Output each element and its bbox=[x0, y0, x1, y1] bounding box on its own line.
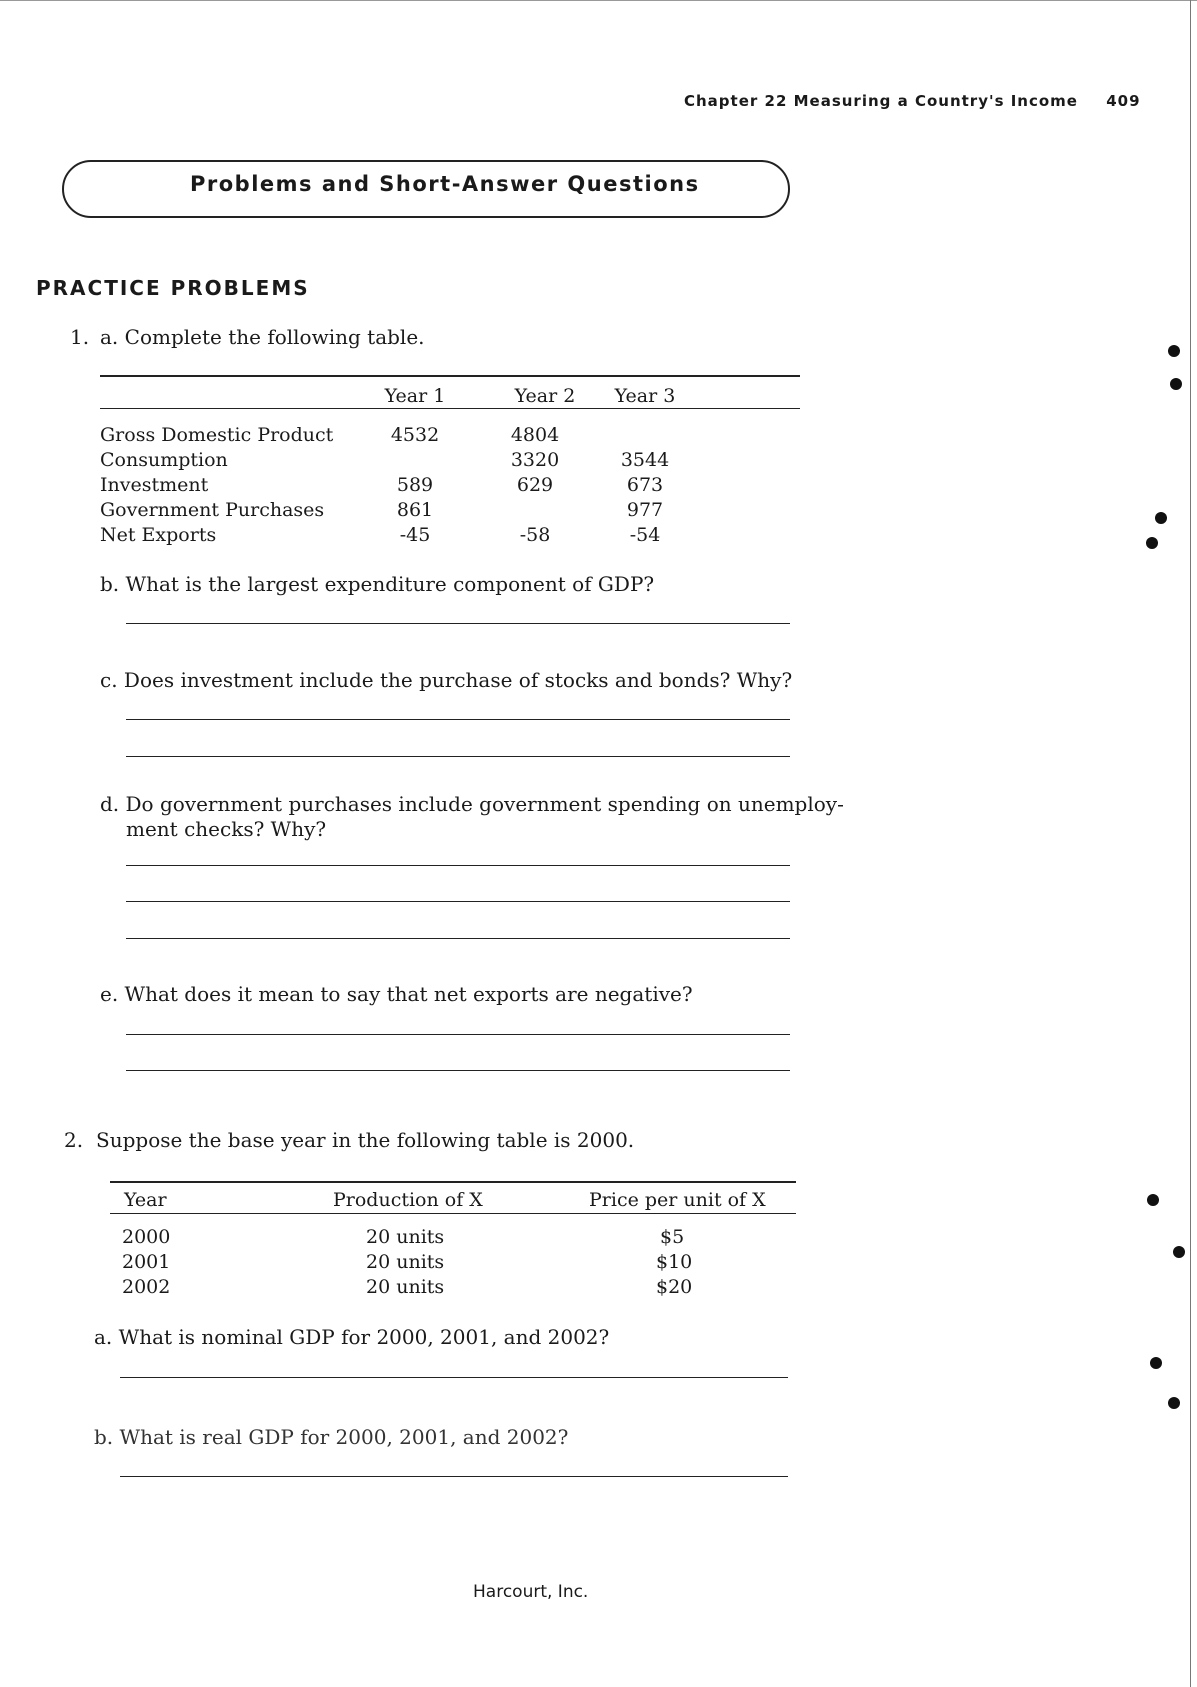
table2-price-cell: $20 bbox=[656, 1276, 693, 1298]
table2-header-price: Price per unit of X bbox=[589, 1189, 766, 1211]
table1-row-label: Consumption bbox=[100, 449, 228, 471]
answer-line[interactable] bbox=[126, 623, 790, 624]
answer-line[interactable] bbox=[126, 1034, 790, 1035]
problem-1e-text: e. What does it mean to say that net exports are negative? bbox=[100, 982, 693, 1006]
problem-1c-text: c. Does investment include the purchase of stocks and bonds? Why? bbox=[100, 668, 793, 692]
table2-header-year: Year bbox=[124, 1189, 167, 1211]
problem-1d-text-line1: d. Do government purchases include government spending on unemploy- bbox=[100, 792, 844, 816]
table2-top-rule bbox=[110, 1181, 796, 1183]
table1-cell: 861 bbox=[396, 499, 434, 521]
table1-row-label: Gross Domestic Product bbox=[100, 424, 334, 446]
problem-1a-text: a. Complete the following table. bbox=[100, 325, 425, 349]
answer-line[interactable] bbox=[126, 938, 790, 939]
answer-line[interactable] bbox=[126, 756, 790, 757]
table2-production-cell: 20 units bbox=[366, 1251, 445, 1273]
binder-hole-dot bbox=[1168, 1397, 1180, 1409]
table1-cell: 3320 bbox=[510, 449, 560, 471]
binder-hole-dot bbox=[1173, 1246, 1185, 1258]
problem-2b-text: b. What is real GDP for 2000, 2001, and 2002? bbox=[94, 1425, 569, 1449]
table1-header-year1: Year 1 bbox=[384, 385, 446, 407]
table2-price-cell: $5 bbox=[660, 1226, 685, 1248]
table1-cell: 589 bbox=[396, 474, 434, 496]
page-edge-right bbox=[1190, 0, 1191, 1687]
answer-line[interactable] bbox=[126, 1070, 790, 1071]
table2-header-rule bbox=[110, 1213, 796, 1214]
binder-hole-dot bbox=[1168, 345, 1180, 357]
table1-cell: -54 bbox=[629, 524, 661, 546]
section-heading: PRACTICE PROBLEMS bbox=[36, 276, 310, 300]
banner-title: Problems and Short-Answer Questions bbox=[190, 172, 700, 196]
problem-2a-text: a. What is nominal GDP for 2000, 2001, and 2002? bbox=[94, 1325, 610, 1349]
table1-header-rule bbox=[100, 408, 800, 409]
binder-hole-dot bbox=[1170, 378, 1182, 390]
table1-row-label: Investment bbox=[100, 474, 209, 496]
table2-header-production: Production of X bbox=[333, 1189, 483, 1211]
table1-cell: 629 bbox=[516, 474, 554, 496]
table1-header-year2: Year 2 bbox=[514, 385, 576, 407]
answer-line[interactable] bbox=[120, 1476, 788, 1477]
table2-production-cell: 20 units bbox=[366, 1276, 445, 1298]
table1-top-rule bbox=[100, 375, 800, 377]
problem-1d-text-line2: ment checks? Why? bbox=[126, 817, 327, 841]
binder-hole-dot bbox=[1147, 1194, 1159, 1206]
table1-cell: 4532 bbox=[390, 424, 440, 446]
binder-hole-dot bbox=[1155, 512, 1167, 524]
answer-line[interactable] bbox=[126, 865, 790, 866]
table2-production-cell: 20 units bbox=[366, 1226, 445, 1248]
table1-row-label: Government Purchases bbox=[100, 499, 325, 521]
table1-cell: -45 bbox=[399, 524, 431, 546]
table2-price-cell: $10 bbox=[656, 1251, 693, 1273]
table1-header-year3: Year 3 bbox=[614, 385, 676, 407]
table1-cell: 673 bbox=[626, 474, 664, 496]
problem-1-number: 1. bbox=[70, 325, 90, 349]
page-header bbox=[684, 92, 1141, 110]
page-edge-top bbox=[0, 0, 1197, 1]
problem-2-number: 2. bbox=[64, 1128, 84, 1152]
table1-cell: 4804 bbox=[510, 424, 560, 446]
problem-2-intro: Suppose the base year in the following table is 2000. bbox=[96, 1128, 635, 1152]
table2-year-cell: 2000 bbox=[122, 1226, 171, 1248]
table2-year-cell: 2002 bbox=[122, 1276, 171, 1298]
table1-cell: 977 bbox=[626, 499, 664, 521]
answer-line[interactable] bbox=[120, 1377, 788, 1378]
chapter-title: Chapter 22 Measuring a Country's Income bbox=[684, 92, 1078, 110]
answer-line[interactable] bbox=[126, 719, 790, 720]
problem-1b-text: b. What is the largest expenditure component of GDP? bbox=[100, 572, 655, 596]
table1-cell: 3544 bbox=[620, 449, 670, 471]
answer-line[interactable] bbox=[126, 901, 790, 902]
footer-publisher: Harcourt, Inc. bbox=[473, 1582, 589, 1602]
page-number: 409 bbox=[1106, 92, 1141, 110]
binder-hole-dot bbox=[1146, 537, 1158, 549]
table1-row-label: Net Exports bbox=[100, 524, 217, 546]
binder-hole-dot bbox=[1150, 1357, 1162, 1369]
table1-cell: -58 bbox=[519, 524, 551, 546]
table2-year-cell: 2001 bbox=[122, 1251, 171, 1273]
